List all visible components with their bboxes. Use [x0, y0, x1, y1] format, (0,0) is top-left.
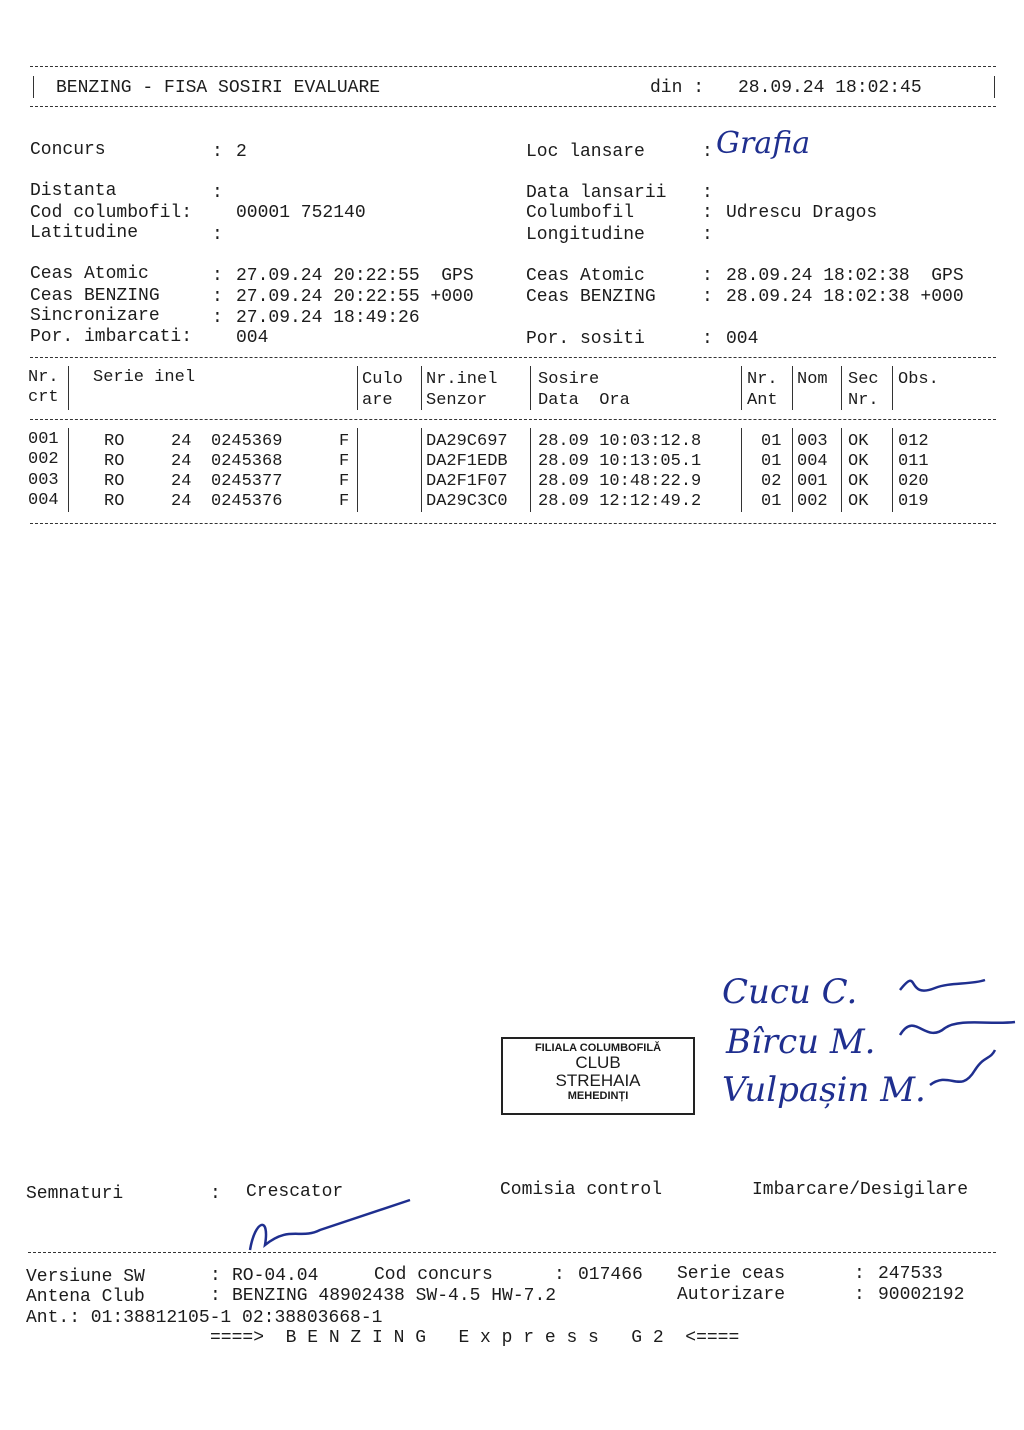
- serie-ceas-label: Serie ceas: [677, 1264, 786, 1284]
- row-nr: 003: [28, 471, 59, 490]
- por-imbarcati-value: 004: [236, 328, 269, 348]
- row-senzor: DA29C697: [426, 432, 508, 451]
- colon: :: [212, 225, 223, 245]
- colon: :: [212, 142, 223, 162]
- concurs-value: 2: [236, 142, 247, 162]
- row-senzor: DA2F1EDB: [426, 452, 508, 471]
- header-nr-inel: Nr.inel: [426, 370, 498, 389]
- row-sosire: 28.09 12:12:49.2: [538, 492, 702, 511]
- row-inel: 0245377: [211, 472, 283, 491]
- row-sec: OK: [848, 472, 869, 491]
- header-data-ora: Data Ora: [538, 391, 630, 410]
- header-culoare-2: are: [362, 391, 393, 410]
- longitudine-label: Longitudine: [526, 225, 645, 245]
- por-imbarcati-label: Por. imbarcati:: [30, 327, 193, 347]
- colon: :: [702, 329, 713, 349]
- sincronizare-value: 27.09.24 18:49:26: [236, 308, 420, 328]
- row-ant: 02: [761, 472, 782, 491]
- row-inel: 0245368: [211, 452, 283, 471]
- commission-name-2: Bîrcu M.: [726, 1022, 876, 1062]
- cod-columbofil-label: Cod columbofil:: [30, 203, 193, 223]
- colon: :: [702, 225, 713, 245]
- colon: :: [212, 266, 223, 286]
- header-nr: Nr.: [28, 368, 59, 387]
- row-sex: F: [339, 492, 350, 511]
- header-sosire: Sosire: [538, 370, 600, 389]
- cod-concurs-value: 017466: [578, 1265, 643, 1285]
- autorizare-label: Autorizare: [677, 1285, 786, 1305]
- cod-columbofil-value: 00001 752140: [236, 203, 366, 223]
- versiune-label: Versiune SW: [26, 1267, 145, 1287]
- header-culoare-1: Culo: [362, 370, 403, 389]
- cod-concurs-label: Cod concurs: [374, 1265, 493, 1285]
- row-nr: 002: [28, 450, 59, 469]
- row-sex: F: [339, 472, 350, 491]
- row-an: 24: [171, 492, 192, 511]
- autorizare-value: 90002192: [878, 1285, 965, 1305]
- row-obs: 020: [898, 472, 929, 491]
- columbofil-value: Udrescu Dragos: [726, 203, 878, 223]
- colon: :: [702, 266, 713, 286]
- header-ant: Ant: [747, 391, 778, 410]
- commission-name-3: Vulpașin M.: [722, 1070, 926, 1110]
- distanta-label: Distanta: [30, 181, 117, 201]
- row-an: 24: [171, 472, 192, 491]
- serie-ceas-value: 247533: [878, 1264, 943, 1284]
- stamp-line-1: FILIALA COLUMBOFILĂ: [534, 1042, 662, 1054]
- row-nr: 001: [28, 430, 59, 449]
- header-serie-inel: Serie inel: [93, 368, 196, 387]
- row-nom: 001: [797, 472, 828, 491]
- semnaturi-label: Semnaturi: [26, 1184, 124, 1204]
- data-lansarii-label: Data lansarii: [526, 183, 667, 203]
- ceas-benzing-label-left: Ceas BENZING: [30, 286, 160, 306]
- din-value: 28.09.24 18:02:45: [738, 78, 922, 98]
- stamp-line-4: MEHEDINȚI: [567, 1090, 629, 1102]
- row-senzor: DA2F1F07: [426, 472, 508, 491]
- row-sec: OK: [848, 492, 869, 511]
- row-senzor: DA29C3C0: [426, 492, 508, 511]
- colon: :: [702, 142, 713, 162]
- row-tara: RO: [104, 472, 125, 491]
- imbarcare-label: Imbarcare/Desigilare: [752, 1180, 969, 1200]
- ceas-atomic-label-right: Ceas Atomic: [526, 266, 645, 286]
- din-label: din :: [650, 78, 705, 98]
- row-nom: 003: [797, 432, 828, 451]
- commission-name-1: Cucu C.: [722, 972, 858, 1012]
- stamp-line-3: STREHAIA: [555, 1071, 641, 1090]
- colon: :: [212, 183, 223, 203]
- colon: :: [854, 1264, 865, 1284]
- colon: :: [210, 1184, 221, 1204]
- concurs-label: Concurs: [30, 140, 106, 160]
- colon: :: [702, 183, 713, 203]
- colon: :: [212, 287, 223, 307]
- ceas-atomic-label-left: Ceas Atomic: [30, 264, 149, 284]
- versiune-value: RO-04.04: [232, 1266, 319, 1286]
- header-obs: Obs.: [898, 370, 939, 389]
- header-nom: Nom: [797, 370, 828, 389]
- crescator-label: Crescator: [246, 1182, 344, 1202]
- row-ant: 01: [761, 452, 782, 471]
- row-tara: RO: [104, 492, 125, 511]
- colon: :: [854, 1285, 865, 1305]
- ceas-benzing-value-right: 28.09.24 18:02:38 +000: [726, 287, 964, 307]
- ceas-atomic-value-right: 28.09.24 18:02:38 GPS: [726, 266, 964, 286]
- row-sec: OK: [848, 452, 869, 471]
- columbofil-label: Columbofil: [526, 203, 635, 223]
- colon: :: [210, 1286, 221, 1306]
- latitudine-label: Latitudine: [30, 223, 139, 243]
- ant-line: Ant.: 01:38812105-1 02:38803668-1: [26, 1308, 383, 1328]
- colon: :: [702, 203, 713, 223]
- row-sex: F: [339, 452, 350, 471]
- row-nom: 002: [797, 492, 828, 511]
- footer-top-border: [28, 1252, 996, 1253]
- colon: :: [210, 1266, 221, 1286]
- row-nr: 004: [28, 491, 59, 510]
- header-sec: Sec: [848, 370, 879, 389]
- row-obs: 011: [898, 452, 929, 471]
- row-inel: 0245369: [211, 432, 283, 451]
- row-tara: RO: [104, 432, 125, 451]
- loc-lansare-handwritten: Grafia: [716, 126, 811, 161]
- comisia-label: Comisia control: [500, 1180, 663, 1200]
- row-inel: 0245376: [211, 492, 283, 511]
- row-tara: RO: [104, 452, 125, 471]
- colon: :: [212, 308, 223, 328]
- colon: :: [702, 287, 713, 307]
- sincronizare-label: Sincronizare: [30, 306, 160, 326]
- antena-value: BENZING 48902438 SW-4.5 HW-7.2: [232, 1286, 557, 1306]
- por-sositi-label: Por. sositi: [526, 329, 645, 349]
- document-title: BENZING - FISA SOSIRI EVALUARE: [56, 78, 381, 98]
- ceas-atomic-value-left: 27.09.24 20:22:55 GPS: [236, 266, 474, 286]
- row-obs: 019: [898, 492, 929, 511]
- antena-label: Antena Club: [26, 1287, 145, 1307]
- row-nom: 004: [797, 452, 828, 471]
- header-nr-ant: Nr.: [747, 370, 778, 389]
- header-crt: crt: [28, 388, 59, 407]
- row-ant: 01: [761, 432, 782, 451]
- row-ant: 01: [761, 492, 782, 511]
- row-sosire: 28.09 10:48:22.9: [538, 472, 702, 491]
- row-an: 24: [171, 432, 192, 451]
- header-sec-nr: Nr.: [848, 391, 879, 410]
- row-sosire: 28.09 10:03:12.8: [538, 432, 702, 451]
- header-senzor: Senzor: [426, 391, 488, 410]
- row-sec: OK: [848, 432, 869, 451]
- express-line: ====> B E N Z I N G E x p r e s s G 2 <====: [210, 1328, 740, 1348]
- ceas-benzing-label-right: Ceas BENZING: [526, 287, 656, 307]
- row-sosire: 28.09 10:13:05.1: [538, 452, 702, 471]
- row-obs: 012: [898, 432, 929, 451]
- colon: :: [554, 1265, 565, 1285]
- ceas-benzing-value-left: 27.09.24 20:22:55 +000: [236, 287, 474, 307]
- row-sex: F: [339, 432, 350, 451]
- stamp-line-2: CLUB: [575, 1053, 621, 1072]
- row-an: 24: [171, 452, 192, 471]
- por-sositi-value: 004: [726, 329, 759, 349]
- loc-lansare-label: Loc lansare: [526, 142, 645, 162]
